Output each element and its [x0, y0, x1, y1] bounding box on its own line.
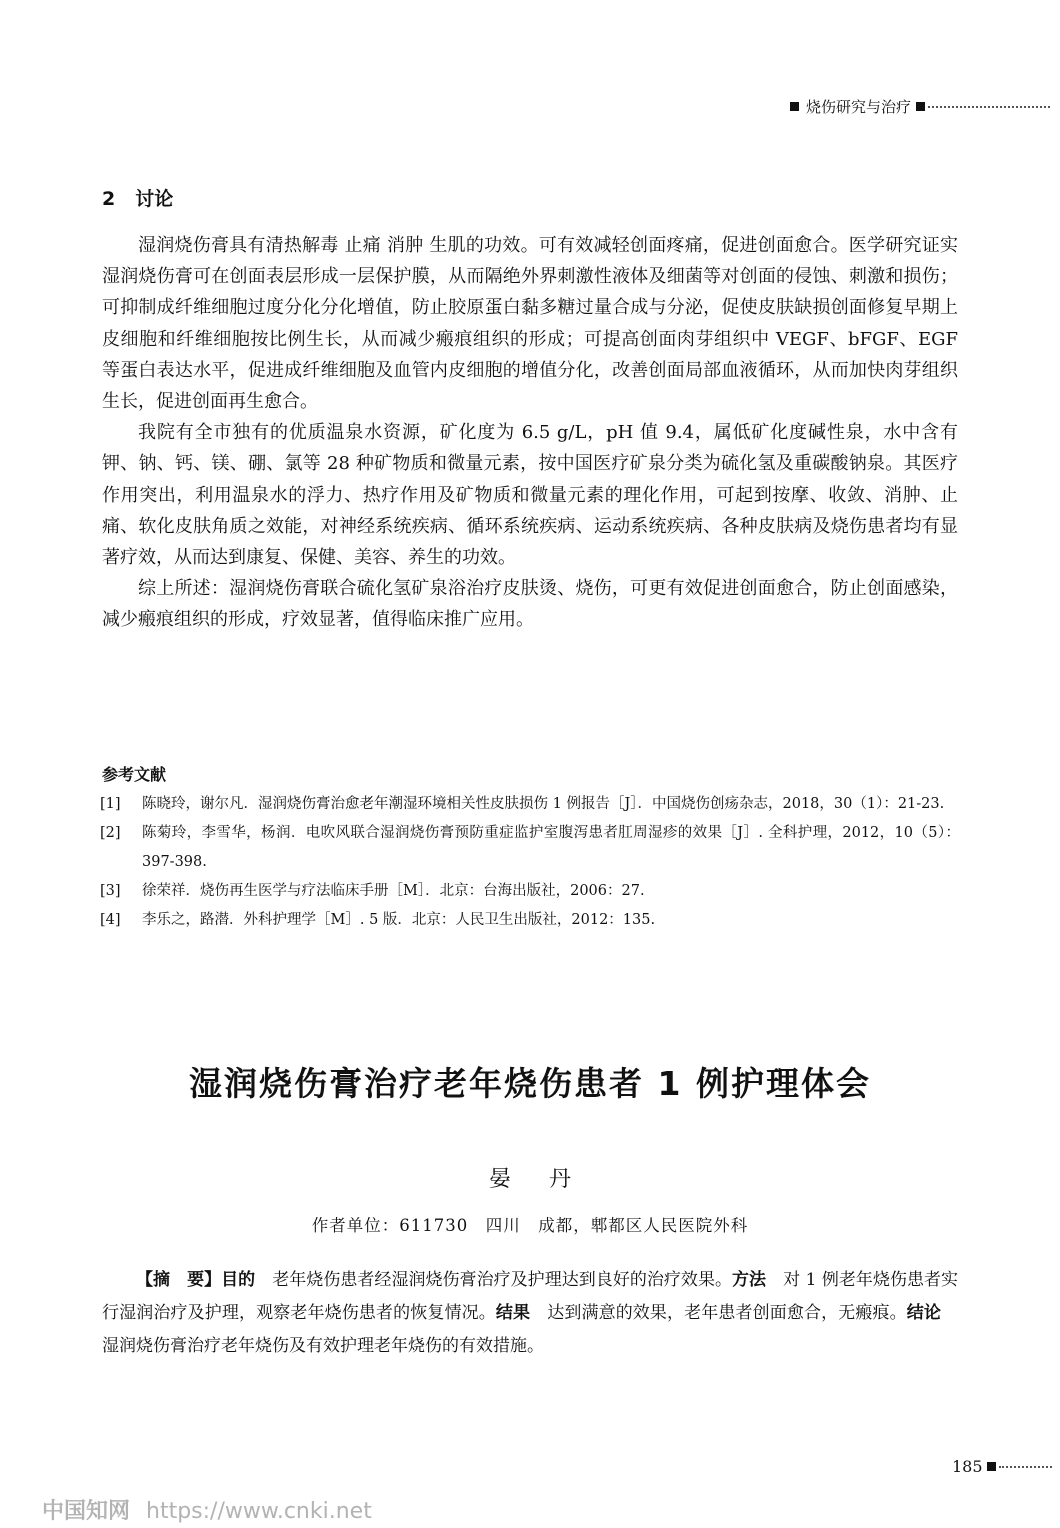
article-title: 湿润烧伤膏治疗老年烧伤患者 1 例护理体会: [189, 1064, 871, 1103]
method-text: 对 1 例老年烧伤患者实行湿润治疗及护理，观察老年烧伤患者的恢复情况。: [102, 1270, 959, 1323]
reference-text: 陈菊玲，李雪华，杨润．电吹风联合湿润烧伤膏预防重症监护室腹泻患者肛周湿疹的效果［J］. 全科护理，2012，10（5）：397-398.: [142, 825, 960, 870]
abstract-paragraph: [102, 1264, 958, 1363]
discussion-body: [102, 230, 958, 636]
reference-item: [100, 877, 960, 906]
reference-number: [4]: [100, 912, 121, 928]
reference-item: [100, 790, 960, 819]
square-bullet-icon: [916, 102, 925, 111]
square-bullet-icon: [987, 1462, 996, 1471]
objective-label: 目的: [221, 1270, 256, 1290]
author-name: 晏丹: [488, 1167, 609, 1192]
conclusion-label: 结论: [906, 1303, 942, 1323]
reference-list: [100, 790, 960, 935]
reference-item: [100, 906, 960, 935]
section-number: 2: [102, 188, 116, 210]
dotted-leader: [999, 1466, 1052, 1468]
watermark: [42, 1494, 372, 1525]
page-footer: [952, 1454, 1052, 1478]
conclusion-text: 湿润烧伤膏治疗老年烧伤及有效护理老年烧伤的有效措施。: [102, 1303, 959, 1356]
result-label: 结果: [495, 1303, 531, 1323]
watermark-brand: 中国知网: [42, 1499, 131, 1524]
objective-text: 老年烧伤患者经湿润烧伤膏治疗及护理达到良好的治疗效果。: [255, 1270, 733, 1290]
paragraph: 我院有全市独有的优质温泉水资源，矿化度为 6.5 g/L，pH 值 9.4，属低矿化度碱性泉，水中含有钾、钠、钙、镁、硼、氯等 28 种矿物质和微量元素，按中国医疗矿泉分类为硫化氢及重碳酸钠泉。其医疗作用突出，利用温泉水的浮力、热疗作用及矿物质和微量元素的理化作用，可起到按摩、收敛、消肿、止痛、软化皮肤角质之效能，对神经系统疾病、循环系统疾病、运动系统疾病、各种皮肤病及烧伤患者均有显著疗效，从而达到康复、保健、美容、养生的功效。: [102, 422, 958, 569]
reference-text: 陈晓玲，谢尔凡．湿润烧伤膏治愈老年潮湿环境相关性皮肤损伤 1 例报告［J］．中国烧伤创疡杂志，2018，30（1）：21-23.: [142, 796, 945, 812]
section-heading: [102, 184, 173, 211]
references-heading: 参考文献: [102, 765, 167, 784]
reference-number: [2]: [100, 825, 121, 841]
reference-text: 徐荣祥．烧伤再生医学与疗法临床手册［M］．北京：台海出版社，2006：27.: [142, 883, 645, 899]
page-number: 185: [952, 1456, 983, 1476]
paragraph: 综上所述：湿润烧伤膏联合硫化氢矿泉浴治疗皮肤烫、烧伤，可更有效促进创面愈合，防止创面感染，减少瘢痕组织的形成，疗效显著，值得临床推广应用。: [102, 578, 958, 631]
method-label: 方法: [732, 1270, 767, 1290]
section-title: 讨论: [135, 188, 174, 210]
watermark-url: https://www.cnki.net: [146, 1499, 372, 1524]
reference-number: [1]: [100, 796, 121, 812]
paragraph: 湿润烧伤膏具有清热解毒 止痛 消肿 生肌的功效。可有效减轻创面疼痛，促进创面愈合。医学研究证实湿润烧伤膏可在创面表层形成一层保护膜，从而隔绝外界刺激性液体及细菌等对创面的侵蚀、刺激和损伤；可抑制成纤维细胞过度分化分化增值，防止胶原蛋白黏多糖过量合成与分泌，促使皮肤缺损创面修复早期上皮细胞和纤维细胞按比例生长，从而减少瘢痕组织的形成；可提高创面肉芽组织中 VEGF、bFGF、EGF 等蛋白表达水平，促进成纤维细胞及血管内皮细胞的增值分化，改善创面局部血液循环，从而加快肉芽组织生长，促进创面再生愈合。: [102, 235, 958, 413]
author-affiliation: 作者单位：611730 四川 成都，郫都区人民医院外科: [311, 1216, 749, 1235]
dotted-leader: [928, 106, 1050, 108]
reference-item: [100, 819, 960, 877]
abstract: [102, 1264, 958, 1363]
result-text: 达到满意的效果，老年患者创面愈合，无瘢痕。: [530, 1303, 907, 1323]
reference-text: 李乐之，路潜．外科护理学［M］. 5 版．北京：人民卫生出版社，2012：135.: [142, 912, 656, 928]
running-header-section: 烧伤研究与治疗: [806, 97, 912, 116]
running-header: [790, 94, 1050, 118]
reference-number: [3]: [100, 883, 121, 899]
square-bullet-icon: [790, 102, 799, 111]
abstract-label: 【摘 要】: [136, 1270, 222, 1290]
